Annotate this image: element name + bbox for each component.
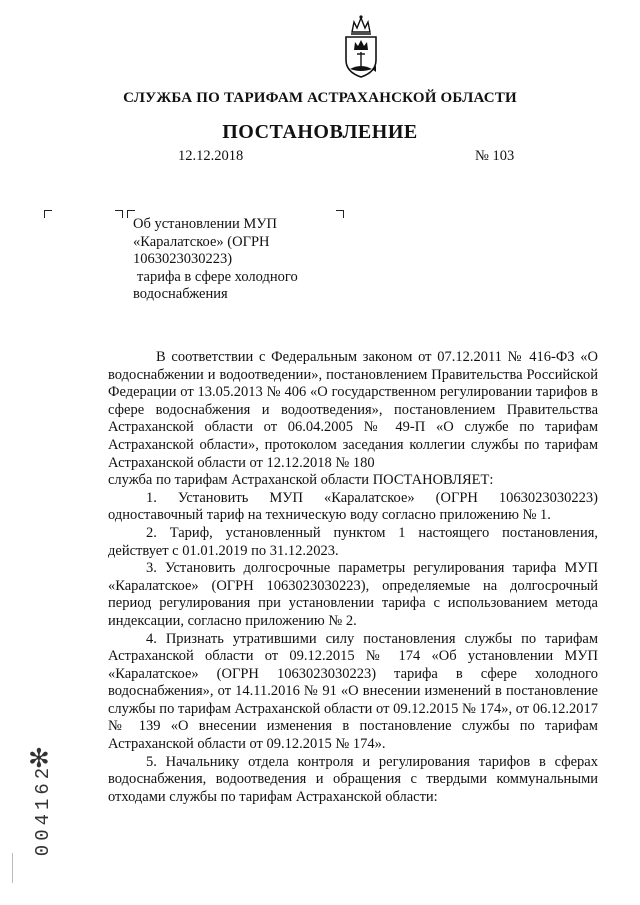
subject-line: Об установлении МУП xyxy=(133,216,277,232)
document-subject xyxy=(133,216,343,304)
document-type: ПОСТАНОВЛЕНИЕ xyxy=(222,121,418,143)
document-number: № 103 xyxy=(475,148,515,164)
subject-line: водоснабжения xyxy=(133,286,228,302)
document-body xyxy=(108,349,598,806)
document-date: 12.12.2018 xyxy=(178,148,244,164)
corner-mark xyxy=(115,210,123,218)
organization-name: СЛУЖБА ПО ТАРИФАМ АСТРАХАНСКОЙ ОБЛАСТИ xyxy=(123,90,517,106)
item-2: 2. Тариф, установленный пунктом 1 настоящего постановления, действует с 01.01.2019 по 31.12.2023. xyxy=(108,524,598,559)
resolution-clause: служба по тарифам Астраханской области ПОСТАНОВЛЯЕТ: xyxy=(108,472,494,489)
item-4: 4. Признать утратившими силу постановления службы по тарифам Астраханской области от 09.12.2015 № 174 «Об установлении МУП «Каралатское» (ОГРН 1063023030223) тарифа в сфере холодного водоснабжения», от 14.11.2016 № 91 «О внесении изменений в постановление службы по тарифам Астраханской области от 09.12.2015 № 174», от 06.12.2017 № 139 «О внесении изменения в постановление службы по тарифам Астраханской области от 09.12.2015 № 174». xyxy=(108,630,598,753)
item-3: 3. Установить долгосрочные параметры регулирования тарифа МУП «Каралатское» (ОГРН 1063023030223), определяемые на долгосрочный период регулирования при установлении тарифа с использованием метода индексации, согласно приложению № 2. xyxy=(108,560,598,629)
subject-ogrn-label: (ОГРН xyxy=(227,233,270,250)
corner-mark xyxy=(44,210,52,218)
preamble: В соответствии с Федеральным законом от 07.12.2011 № 416-ФЗ «О водоснабжении и водоотведении», постановлением Правительства Российской Федерации от 13.05.2013 № 406 «О государственном регулировании тарифов в сфере водоснабжения и водоотведения», постановлением Правительства Астраханской области от 06.04.2005 № 49-П «О службе по тарифам Астраханской области», протоколом заседания коллегии службы по тарифам Астраханской области от 12.12.2018 № 180 xyxy=(108,349,598,471)
subject-line: тарифа в сфере холодного xyxy=(137,268,298,285)
coat-of-arms-icon xyxy=(338,14,384,80)
item-1: 1. Установить МУП «Каралатское» (ОГРН 1063023030223) одноставочный тариф на техническую воду согласно приложению № 1. xyxy=(108,489,598,524)
subject-line: 1063023030223) xyxy=(133,251,233,267)
item-5: 5. Начальнику отдела контроля и регулирования тарифов в сферах водоснабжения, водоотведения и обращения с твердыми коммунальными отходами службы по тарифам Астраханской области: xyxy=(108,753,598,805)
stamp-serial: 004162 xyxy=(32,763,54,857)
stamp-star-icon: ✻ xyxy=(28,744,50,774)
subject-company: «Каралатское» xyxy=(133,233,224,250)
scan-edge xyxy=(12,853,13,883)
subject-line xyxy=(133,234,343,252)
